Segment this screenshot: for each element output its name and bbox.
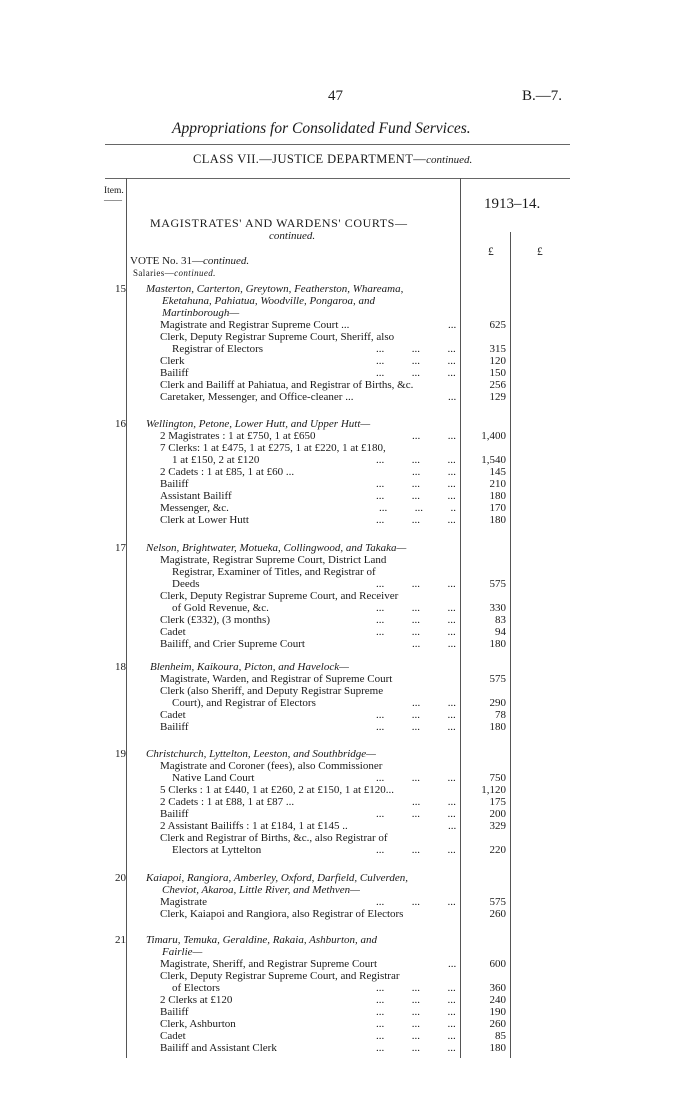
line-text: Magistrate, Registrar Supreme Court, District Land (160, 554, 387, 566)
line-text: 5 Clerks : 1 at £440, 1 at £260, 2 at £150, 1 at £120... (160, 784, 395, 796)
appropriation-line (0, 760, 700, 772)
appropriation-line (0, 554, 700, 566)
class-title-main: CLASS VII.—JUSTICE DEPARTMENT— (193, 152, 427, 166)
leader-dots: ... ... (412, 796, 456, 808)
line-description (160, 554, 386, 566)
line-description (160, 319, 349, 331)
line-amount: 360 (489, 982, 506, 994)
line-amount: 120 (489, 355, 506, 367)
line-text: Magistrate and Coroner (fees), also Commissioner (160, 760, 383, 772)
line-text: Fairlie— (162, 946, 203, 958)
line-description (160, 442, 386, 454)
appropriation-line (0, 1030, 700, 1042)
line-description (150, 661, 349, 673)
leader-dots: ... ... ... (376, 343, 456, 355)
line-amount: 1,120 (481, 784, 506, 796)
line-text: Registrar, Examiner of Titles, and Registrar of (172, 566, 376, 578)
line-description (160, 994, 232, 1006)
line-amount: 85 (495, 1030, 506, 1042)
item-number: 21 (115, 934, 126, 946)
leader-dots: ... ... ... (376, 490, 456, 502)
appropriation-line (0, 808, 700, 820)
item-number: 15 (115, 283, 126, 295)
leader-dots: ... ... ... (376, 896, 456, 908)
appropriation-line (0, 661, 700, 673)
line-text: Clerk, Deputy Registrar Supreme Court, and Registrar (160, 970, 400, 982)
appropriation-line (0, 614, 700, 626)
line-text: Bailiff, and Crier Supreme Court (160, 638, 305, 650)
line-text: 2 Cadets : 1 at £88, 1 at £87 ... (160, 796, 295, 808)
line-amount: 260 (489, 908, 506, 920)
appropriation-line (0, 685, 700, 697)
leader-dots: ... ... ... (376, 994, 456, 1006)
appropriation-line (0, 454, 700, 466)
pound-sign-column-2: £ (537, 246, 543, 258)
line-description (160, 355, 184, 367)
appropriation-line (0, 255, 700, 267)
line-amount: 200 (489, 808, 506, 820)
line-description (162, 295, 375, 307)
line-amount: 175 (489, 796, 506, 808)
line-amount: 210 (489, 478, 506, 490)
line-amount: 180 (489, 490, 506, 502)
appropriation-line (0, 379, 700, 391)
line-description (160, 391, 353, 403)
line-amount: 78 (495, 709, 506, 721)
appropriation-line (0, 542, 700, 554)
line-description (172, 343, 263, 355)
line-description (160, 1042, 277, 1054)
leader-dots: ... ... ... (376, 454, 456, 466)
line-description (146, 542, 406, 554)
appropriation-line (0, 709, 700, 721)
line-description (162, 884, 360, 896)
line-amount: 260 (489, 1018, 506, 1030)
line-description (160, 970, 400, 982)
appropriation-line (0, 1006, 700, 1018)
line-text: Clerk (160, 355, 185, 367)
line-description (172, 566, 376, 578)
item-column-header: Item. (104, 186, 124, 196)
leader-dots: ... ... ... (376, 1018, 456, 1030)
appropriation-line (0, 994, 700, 1006)
line-description (146, 418, 370, 430)
line-description (160, 430, 316, 442)
item-number: 20 (115, 872, 126, 884)
line-description (160, 478, 189, 490)
appropriations-title: Appropriations for Consolidated Fund Services. (172, 120, 471, 137)
line-text: Cadet (160, 709, 186, 721)
appropriation-line (0, 796, 700, 808)
leader-dots: ... ... .. (379, 502, 456, 514)
line-text: Native Land Court (172, 772, 255, 784)
line-amount: 600 (489, 958, 506, 970)
appropriation-line (0, 748, 700, 760)
leader-dots: ... ... ... (376, 982, 456, 994)
line-amount: 180 (489, 1042, 506, 1054)
line-text: Blenheim, Kaikoura, Picton, and Havelock— (150, 661, 349, 673)
line-description (160, 958, 377, 970)
appropriation-line (0, 946, 700, 958)
appropriation-line (0, 673, 700, 685)
appropriation-line (0, 343, 700, 355)
appropriation-line (0, 884, 700, 896)
line-description (160, 673, 392, 685)
line-description (160, 896, 207, 908)
item-column-header-dash: —— (104, 195, 122, 205)
line-amount: 1,540 (481, 454, 506, 466)
line-text: of Electors (172, 982, 220, 994)
appropriation-line (0, 331, 700, 343)
appropriation-line (0, 478, 700, 490)
line-description (160, 1006, 189, 1018)
line-description (130, 255, 249, 267)
line-amount: 190 (489, 1006, 506, 1018)
leader-dots: ... ... ... (376, 514, 456, 526)
leader-dots: ... ... (412, 430, 456, 442)
appropriation-line (0, 844, 700, 856)
item-number: 17 (115, 542, 126, 554)
line-text: 1 at £150, 2 at £120 (172, 454, 260, 466)
line-text: Court), and Registrar of Electors (172, 697, 316, 709)
line-continued: continued. (174, 268, 216, 278)
line-description (160, 614, 270, 626)
leader-dots: ... ... ... (376, 1006, 456, 1018)
line-text: of Gold Revenue, &c. (172, 602, 269, 614)
appropriation-line (0, 430, 700, 442)
document-code: B.—7. (522, 88, 563, 104)
line-text: Magistrate, Sheriff, and Registrar Supreme Court (160, 958, 377, 970)
line-description (160, 502, 229, 514)
line-text: Christchurch, Lyttelton, Leeston, and Southbridge— (146, 748, 376, 760)
appropriation-line (0, 982, 700, 994)
appropriation-line (0, 832, 700, 844)
line-description (172, 772, 254, 784)
line-text: Clerk (also Sheriff, and Deputy Registrar Supreme (160, 685, 384, 697)
appropriation-line (0, 490, 700, 502)
line-text: Clerk, Kaiapoi and Rangiora, also Registrar of Electors (160, 908, 404, 920)
line-description (133, 267, 216, 279)
leader-dots: ... ... ... (376, 578, 456, 590)
line-description (160, 721, 189, 733)
class-title (193, 152, 472, 167)
line-amount: 240 (489, 994, 506, 1006)
line-description (160, 820, 348, 832)
section-title: MAGISTRATES' AND WARDENS' COURTS— (150, 216, 408, 230)
appropriation-line (0, 502, 700, 514)
appropriation-line (0, 638, 700, 650)
line-description (172, 844, 261, 856)
line-text: Caretaker, Messenger, and Office-cleaner ... (160, 391, 354, 403)
line-description (172, 982, 220, 994)
line-amount: 329 (489, 820, 506, 832)
line-description (162, 946, 202, 958)
line-amount: 180 (489, 721, 506, 733)
appropriation-line (0, 566, 700, 578)
line-amount: 1,400 (481, 430, 506, 442)
leader-dots: ... ... ... (376, 772, 456, 784)
leader-dots: ... ... ... (376, 626, 456, 638)
line-description (160, 1030, 186, 1042)
line-text: Bailiff (160, 808, 189, 820)
line-description (160, 490, 232, 502)
line-description (160, 626, 186, 638)
leader-dots: ... ... ... (376, 355, 456, 367)
appropriation-line (0, 514, 700, 526)
appropriation-line (0, 1042, 700, 1054)
line-description (160, 590, 398, 602)
appropriation-line (0, 784, 700, 796)
leader-dots: ... ... ... (376, 808, 456, 820)
line-amount: 170 (489, 502, 506, 514)
line-amount: 315 (489, 343, 506, 355)
appropriation-line (0, 391, 700, 403)
line-text: Clerk (£332), (3 months) (160, 614, 270, 626)
line-amount: 256 (489, 379, 506, 391)
line-description (146, 748, 376, 760)
appropriation-line (0, 970, 700, 982)
appropriation-line (0, 697, 700, 709)
leader-dots: ... ... ... (376, 602, 456, 614)
line-text: Nelson, Brightwater, Motueka, Collingwood, and Takaka— (146, 542, 407, 554)
appropriation-line (0, 934, 700, 946)
appropriation-line (0, 319, 700, 331)
line-description (160, 908, 403, 920)
line-description (160, 367, 189, 379)
leader-dots: ... ... (412, 466, 456, 478)
line-text: Bailiff (160, 1006, 189, 1018)
line-continued: continued. (203, 255, 250, 267)
line-text: Cheviot, Akaroa, Little River, and Methven— (162, 884, 360, 896)
leader-dots: ... (448, 958, 457, 970)
line-amount: 180 (489, 514, 506, 526)
line-text: Messenger, &c. (160, 502, 229, 514)
line-text: Clerk and Bailiff at Pahiatua, and Registrar of Births, &c. (160, 379, 414, 391)
line-text: Kaiapoi, Rangiora, Amberley, Oxford, Darfield, Culverden, (146, 872, 409, 884)
line-description (160, 379, 413, 391)
line-description (160, 709, 186, 721)
leader-dots: ... ... ... (376, 1042, 456, 1054)
leader-dots: ... ... ... (376, 1030, 456, 1042)
line-text: Assistant Bailiff (160, 490, 232, 502)
line-text: Registrar of Electors (172, 343, 264, 355)
item-number: 18 (115, 661, 126, 673)
line-amount: 330 (489, 602, 506, 614)
line-description (160, 685, 383, 697)
line-amount: 750 (489, 772, 506, 784)
leader-dots: ... ... ... (376, 709, 456, 721)
line-text: 2 Magistrates : 1 at £750, 1 at £650 (160, 430, 316, 442)
appropriation-line (0, 1018, 700, 1030)
line-description (146, 872, 408, 884)
line-text: Deeds (172, 578, 200, 590)
appropriation-line (0, 872, 700, 884)
line-text: Electors at Lyttelton (172, 844, 262, 856)
line-text: Magistrate, Warden, and Registrar of Supreme Court (160, 673, 393, 685)
line-amount: 625 (489, 319, 506, 331)
line-amount: 575 (489, 896, 506, 908)
line-text: Salaries— (133, 268, 175, 278)
line-text: Cadet (160, 1030, 186, 1042)
line-description (160, 808, 189, 820)
line-text: Magistrate (160, 896, 208, 908)
appropriation-line (0, 283, 700, 295)
line-description (160, 832, 388, 844)
appropriation-line (0, 307, 700, 319)
page-number: 47 (328, 88, 343, 104)
line-text: 2 Clerks at £120 (160, 994, 233, 1006)
line-description (162, 307, 239, 319)
line-text: Cadet (160, 626, 186, 638)
appropriation-line (0, 442, 700, 454)
year-header: 1913–14. (484, 196, 541, 212)
line-description (160, 784, 394, 796)
line-text: Wellington, Petone, Lower Hutt, and Upper Hutt— (146, 418, 371, 430)
line-text: VOTE No. 31— (130, 255, 204, 267)
line-text: Bailiff (160, 478, 189, 490)
line-description (160, 638, 305, 650)
header-rule (105, 144, 570, 145)
line-text: 7 Clerks: 1 at £475, 1 at £275, 1 at £220, 1 at £180, (160, 442, 386, 454)
leader-dots: ... ... ... (376, 614, 456, 626)
appropriation-line (0, 721, 700, 733)
line-text: Timaru, Temuka, Geraldine, Rakaia, Ashburton, and (146, 934, 378, 946)
line-description (172, 602, 269, 614)
line-text: Clerk, Deputy Registrar Supreme Court, and Receiver (160, 590, 399, 602)
leader-dots: ... ... (412, 697, 456, 709)
line-text: Bailiff (160, 721, 189, 733)
line-description (160, 760, 382, 772)
line-text: Clerk, Ashburton (160, 1018, 236, 1030)
line-description (160, 466, 294, 478)
leader-dots: ... ... ... (376, 367, 456, 379)
item-number: 16 (115, 418, 126, 430)
line-text: Clerk at Lower Hutt (160, 514, 249, 526)
line-amount: 180 (489, 638, 506, 650)
line-amount: 575 (489, 673, 506, 685)
appropriation-line (0, 466, 700, 478)
line-amount: 290 (489, 697, 506, 709)
line-description (160, 796, 294, 808)
leader-dots: ... ... ... (376, 478, 456, 490)
appropriation-line (0, 820, 700, 832)
line-description (172, 697, 316, 709)
appropriation-line (0, 772, 700, 784)
leader-dots: ... ... ... (376, 844, 456, 856)
appropriation-line (0, 590, 700, 602)
line-description (172, 454, 259, 466)
line-text: Bailiff and Assistant Clerk (160, 1042, 277, 1054)
line-text: Bailiff (160, 367, 189, 379)
appropriation-line (0, 295, 700, 307)
leader-dots: ... (448, 820, 457, 832)
line-description (160, 514, 249, 526)
appropriation-line (0, 626, 700, 638)
line-text: Masterton, Carterton, Greytown, Featherston, Whareama, (146, 283, 404, 295)
pound-sign-column-1: £ (488, 246, 494, 258)
leader-dots: ... ... ... (376, 721, 456, 733)
line-text: 2 Cadets : 1 at £85, 1 at £60 ... (160, 466, 295, 478)
leader-dots: ... ... (412, 638, 456, 650)
line-text: Martinborough— (162, 307, 240, 319)
appropriation-line (0, 355, 700, 367)
line-description (172, 578, 200, 590)
class-title-continued: continued. (426, 154, 473, 166)
line-description (146, 934, 377, 946)
appropriation-line (0, 896, 700, 908)
line-description (160, 1018, 236, 1030)
appropriation-line (0, 267, 700, 279)
line-text: Eketahuna, Pahiatua, Woodville, Pongaroa, and (162, 295, 376, 307)
appropriation-line (0, 958, 700, 970)
leader-dots: ... (448, 319, 457, 331)
line-amount: 83 (495, 614, 506, 626)
appropriation-line (0, 578, 700, 590)
line-amount: 94 (495, 626, 506, 638)
line-amount: 150 (489, 367, 506, 379)
section-title-continued: continued. (269, 230, 316, 242)
appropriation-line (0, 908, 700, 920)
appropriation-line (0, 367, 700, 379)
line-text: Clerk and Registrar of Births, &c., also Registrar of (160, 832, 388, 844)
line-amount: 220 (489, 844, 506, 856)
line-description (146, 283, 403, 295)
line-text: 2 Assistant Bailiffs : 1 at £184, 1 at £145 .. (160, 820, 348, 832)
line-description (160, 331, 394, 343)
item-number: 19 (115, 748, 126, 760)
appropriation-line (0, 418, 700, 430)
appropriation-line (0, 602, 700, 614)
table-top-rule (105, 178, 570, 179)
leader-dots: ... (448, 391, 457, 403)
line-amount: 129 (489, 391, 506, 403)
line-amount: 145 (489, 466, 506, 478)
line-text: Magistrate and Registrar Supreme Court ... (160, 319, 350, 331)
line-text: Clerk, Deputy Registrar Supreme Court, Sheriff, also (160, 331, 395, 343)
line-amount: 575 (489, 578, 506, 590)
